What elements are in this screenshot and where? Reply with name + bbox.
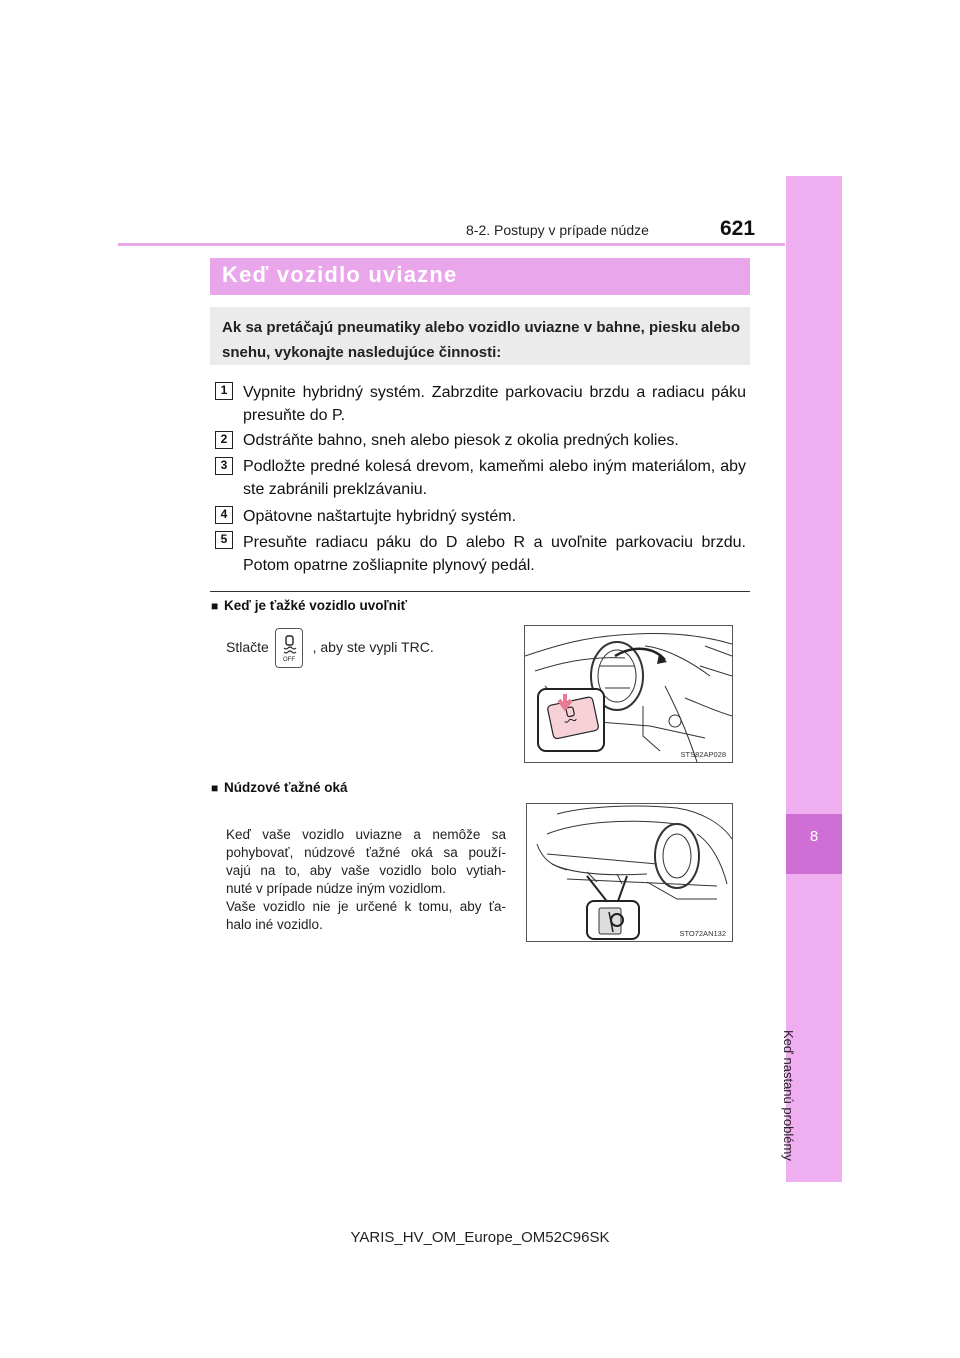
towing-heading-text: Núdzové ťažné oká	[224, 780, 348, 795]
square-bullet-icon: ■	[211, 599, 219, 613]
trc-text-before: Stlačte	[226, 639, 269, 655]
section-divider	[210, 591, 750, 592]
trc-heading-text: Keď je ťažké vozidlo uvoľniť	[224, 598, 408, 613]
page-number: 621	[720, 217, 756, 240]
towing-line-5: Vaše vozidlo nie je určené k tomu, aby ťa-	[226, 899, 506, 914]
page-title: Keď vozidlo uviazne	[222, 262, 458, 287]
trc-text-after: , aby ste vypli TRC.	[312, 639, 434, 655]
towing-eye-figure	[526, 803, 733, 942]
step-number-4: 4	[215, 506, 233, 524]
trc-off-button-icon	[275, 628, 303, 668]
header-divider	[118, 243, 785, 246]
towing-description	[226, 826, 506, 934]
trc-instruction	[226, 639, 434, 655]
towing-line-6: halo iné vozidlo.	[226, 917, 323, 932]
section-label: 8-2. Postupy v prípade núdze	[466, 222, 649, 238]
towing-line-4: nuté v prípade núdze iným vozidlom.	[226, 881, 446, 896]
intro-text: Ak sa pretáčajú pneumatiky alebo vozidlo uviazne v bahne, piesku alebo snehu, vykonajte nasledujúce činnosti:	[222, 319, 740, 361]
step-text-4: Opätovne naštartujte hybridný systém.	[243, 508, 517, 525]
step-number-2: 2	[215, 431, 233, 449]
step-number-5: 5	[215, 531, 233, 549]
svg-text:OFF: OFF	[283, 657, 295, 663]
figure-code: STS82AP028	[680, 750, 726, 759]
step-number-3: 3	[215, 457, 233, 475]
chapter-title: Keď nastanú problémy	[781, 1030, 796, 1161]
step-text-1: Vypnite hybridný systém. Zabrzdite parkovaciu brzdu a radiacu páku presuňte do P.	[243, 384, 746, 424]
document-footer: YARIS_HV_OM_Europe_OM52C96SK	[350, 1229, 610, 1246]
step-text-5: Presuňte radiacu páku do D alebo R a uvoľnite parkovaciu brzdu. Potom opatrne zošliapnite plynový pedál.	[243, 534, 746, 574]
step-text-2: Odstráňte bahno, sneh alebo piesok z okolia predných kolies.	[243, 432, 679, 449]
step-text-3: Podložte predné kolesá drevom, kameňmi alebo iným materiálom, aby ste zabránili preklzávaniu.	[243, 458, 746, 498]
towing-heading	[211, 780, 348, 795]
figure-code: STO72AN132	[679, 929, 726, 938]
square-bullet-icon: ■	[211, 781, 219, 795]
towing-line-3: vajú na to, aby vaše vozidlo bolo vytiah-	[226, 863, 506, 878]
chapter-number: 8	[809, 828, 819, 845]
trc-button-figure	[524, 625, 733, 763]
trc-heading	[211, 598, 407, 613]
vehicle-underside-illustration	[527, 804, 732, 941]
step-number-1: 1	[215, 382, 233, 400]
towing-line-1: Keď vaše vozidlo uviazne a nemôže sa	[226, 827, 506, 842]
dashboard-illustration	[525, 626, 732, 762]
towing-line-2: pohybovať, núdzové ťažné oká sa použí-	[226, 845, 506, 860]
